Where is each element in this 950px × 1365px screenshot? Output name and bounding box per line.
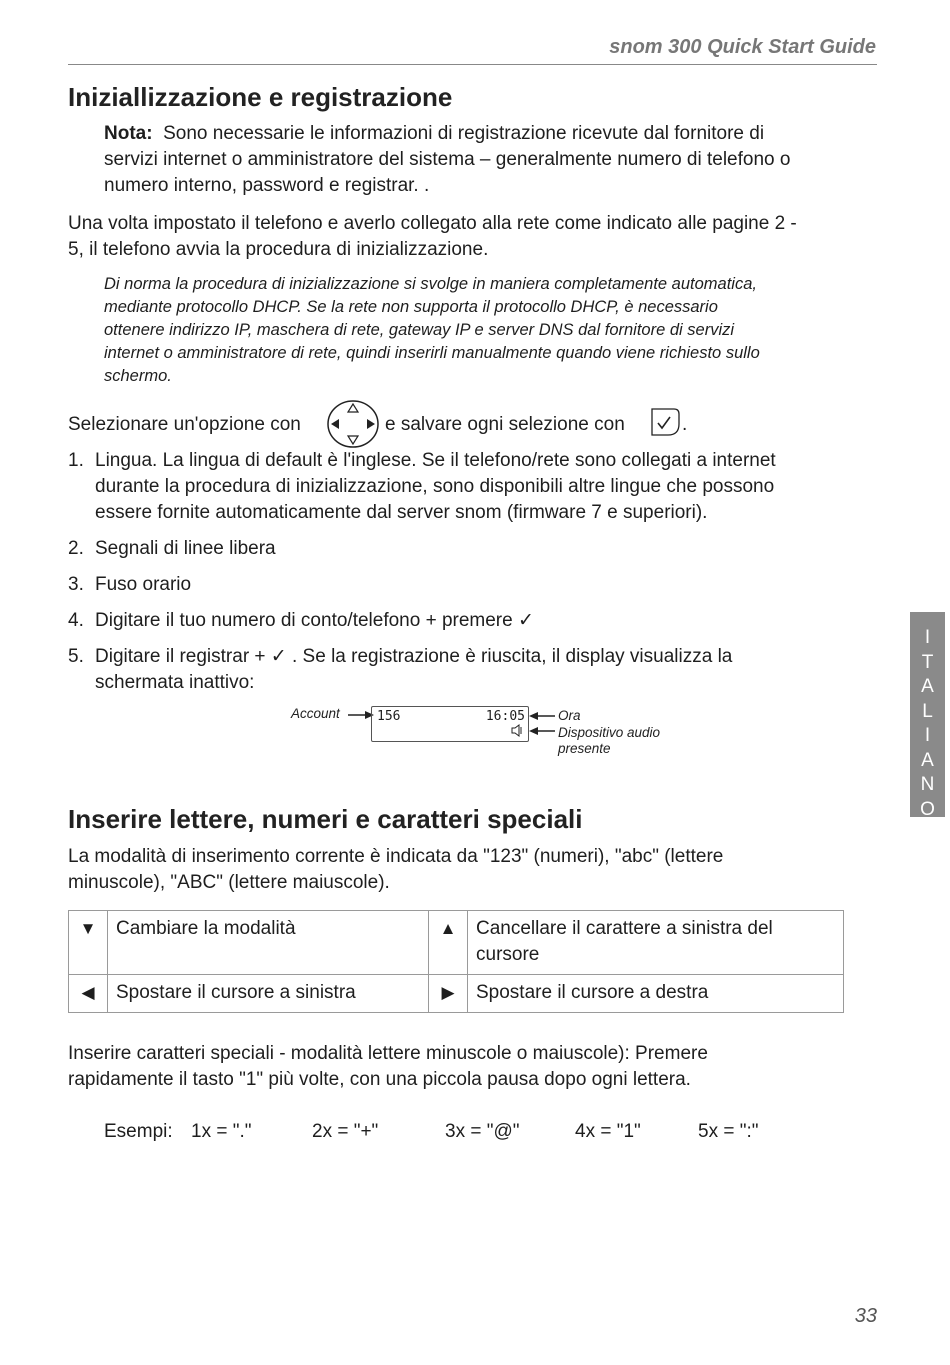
side-tab-letter: N (920, 774, 935, 795)
select-text-b: e salvare ogni selezione con (385, 414, 625, 435)
note-text-line-1: Sono necessarie le informazioni di registrazione ricevute dal fornitore di (163, 123, 765, 144)
table-cell: Spostare il cursore a destra (468, 975, 844, 1013)
key-functions-table (68, 910, 844, 1013)
account-value: 156 (377, 709, 401, 724)
dhcp-note-line-1: Di norma la procedura di inizializzazione si svolge in maniera completamente automatica, (104, 275, 757, 293)
list-item-number: 1. (68, 450, 84, 471)
note-block (104, 121, 884, 199)
note-text-line-3: numero interno, password e registrar. . (104, 175, 430, 196)
up-arrow-icon: ▲ (429, 911, 468, 975)
speaker-icon (511, 724, 524, 737)
dhcp-note-line-2: mediante protocollo DHCP. Se la rete non supporta il protocollo DHCP, è necessario (104, 298, 718, 316)
list-item-line: Digitare il registrar + ✓ . Se la registrazione è riuscita, il display visualizza la (95, 646, 733, 667)
note-text-line-2: servizi internet o amministratore del sistema – generalmente numero di telefono o (104, 149, 791, 170)
list-item-number: 3. (68, 574, 84, 595)
select-text-c: . (682, 414, 688, 435)
time-value: 16:05 (485, 709, 525, 724)
example-item: 2x = "+" (312, 1121, 379, 1142)
list-item-line: Segnali di linee libera (95, 538, 276, 559)
special-chars-paragraph (68, 1041, 888, 1093)
list-item-line: Lingua. La lingua di default è l'inglese. Se il telefono/rete sono collegati a internet (95, 450, 776, 471)
special-chars-line-1: Inserire caratteri speciali - modalità lettere minuscole o maiuscole): Premere (68, 1043, 708, 1064)
list-item-line: Fuso orario (95, 574, 192, 595)
dhcp-note-line-3: ottenere indirizzo IP, maschera di rete, gateway IP e server DNS dal fornitore di servizi (104, 321, 735, 339)
side-tab-letter: L (922, 700, 933, 722)
list-item-number: 4. (68, 610, 84, 631)
list-item (68, 536, 868, 562)
section-heading-init: Iniziallizzazione e registrazione (68, 82, 453, 112)
list-item (68, 448, 868, 526)
side-tab-letter: T (921, 651, 934, 673)
input-mode-paragraph (68, 844, 868, 896)
section-heading-input: Inserire lettere, numeri e caratteri speciali (68, 804, 583, 834)
example-item: 1x = "." (191, 1121, 252, 1142)
list-item (68, 572, 868, 598)
language-side-tab (910, 612, 945, 820)
special-chars-line-2: rapidamente il tasto "1" più volte, con una piccola pausa dopo ogni lettera. (68, 1069, 691, 1090)
note-label: Nota: (104, 123, 153, 144)
right-arrow-icon: ▶ (429, 975, 468, 1013)
ora-label: Ora (558, 708, 581, 723)
navigation-key-icon (326, 399, 380, 449)
audio-device-label-line-2: presente (558, 741, 611, 756)
side-tab-letter: O (920, 798, 935, 820)
header-divider (68, 64, 877, 65)
confirm-key-icon (648, 406, 682, 438)
dhcp-note-line-5: schermo. (104, 367, 172, 385)
list-item (68, 608, 868, 634)
example-item: 5x = ":" (698, 1121, 759, 1142)
side-tab-letter: A (921, 676, 934, 697)
list-item-line: schermata inattivo: (95, 672, 255, 693)
list-item-line: Digitare il tuo numero di conto/telefono + premere ✓ (95, 610, 534, 631)
side-tab-letter: I (924, 627, 931, 648)
list-item-line: durante la procedura di inizializzazione, sono disponibili altre lingue che possono (95, 476, 775, 497)
arrow-left-icon (527, 724, 557, 738)
table-cell (468, 911, 844, 975)
intro-line-1: Una volta impostato il telefono e averlo collegato alla rete come indicato alle pagine 2 - (68, 213, 797, 234)
table-cell-line: cursore (476, 944, 540, 965)
list-item-number: 2. (68, 538, 84, 559)
side-tab-letter: A (921, 749, 934, 771)
left-arrow-icon: ◀ (69, 975, 108, 1013)
table-cell: Spostare il cursore a sinistra (108, 975, 429, 1013)
example-item: 3x = "@" (445, 1121, 520, 1142)
setup-steps-list (68, 448, 868, 696)
intro-line-2: 5, il telefono avvia la procedura di inizializzazione. (68, 239, 489, 260)
input-mode-line-2: minuscole), "ABC" (lettere maiuscole). (68, 872, 390, 893)
example-item: 4x = "1" (575, 1121, 641, 1142)
header-title: snom 300 Quick Start Guide (609, 36, 876, 58)
list-item-number: 5. (68, 646, 84, 667)
audio-device-label (558, 725, 660, 757)
select-text-a: Selezionare un'opzione con (68, 414, 301, 435)
intro-paragraph (68, 211, 888, 263)
down-arrow-icon: ▼ (69, 911, 108, 975)
list-item (68, 644, 868, 696)
arrow-left-icon (527, 709, 557, 723)
list-item-line: essere fornite automaticamente dal server snom (firmware 7 e superiori). (95, 502, 708, 523)
account-label: Account (291, 706, 340, 721)
table-cell: Cambiare la modalità (108, 911, 429, 975)
table-row (69, 975, 844, 1013)
dhcp-note-line-4: internet o amministratore di rete, quindi inserirli manualmente quando viene richiesto sullo (104, 344, 760, 362)
page-number: 33 (854, 1305, 877, 1327)
table-row (69, 911, 844, 975)
input-mode-line-1: La modalità di inserimento corrente è indicata da "123" (numeri), "abc" (lettere (68, 846, 724, 867)
examples-label: Esempi: (104, 1121, 173, 1142)
audio-device-label-line-1: Dispositivo audio (558, 725, 661, 740)
phone-idle-display (371, 706, 529, 742)
table-cell-line: Cancellare il carattere a sinistra del (476, 918, 773, 939)
side-tab-letter: I (924, 725, 931, 746)
dhcp-note (104, 273, 864, 388)
